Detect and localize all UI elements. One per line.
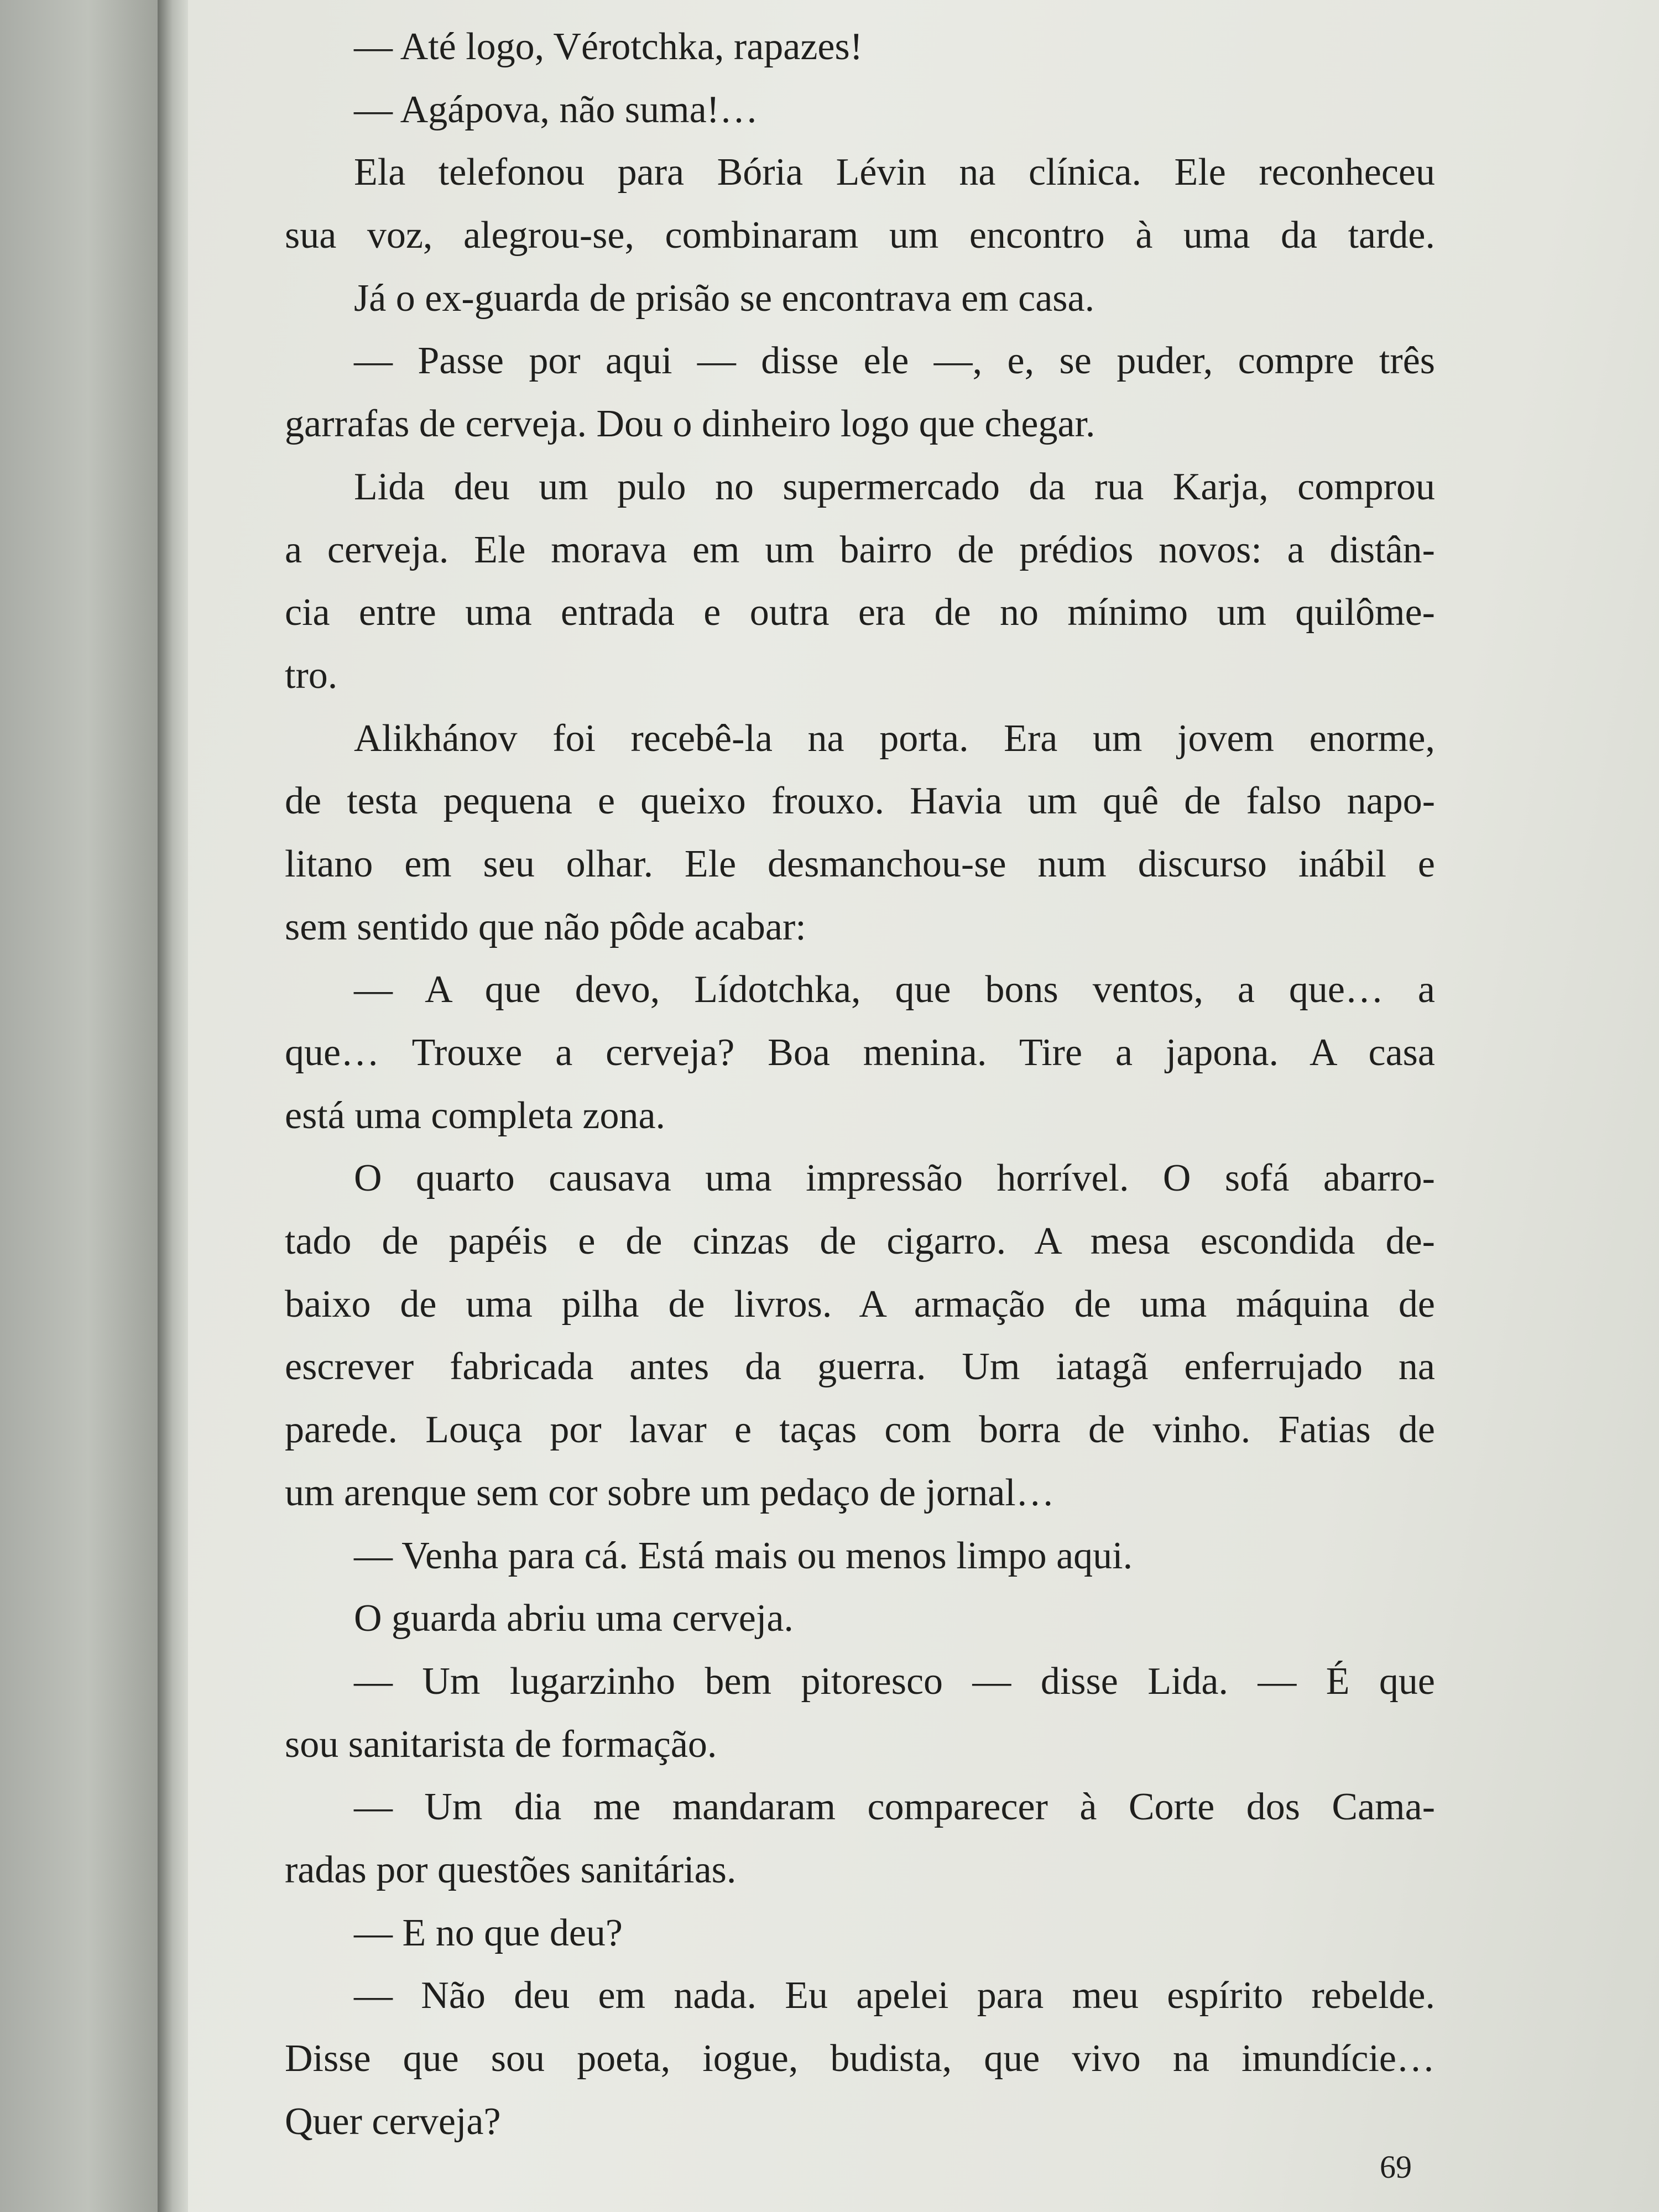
text-line: sua voz, alegrou-se, combinaram um encontro à uma da tarde. bbox=[285, 214, 1435, 257]
text-line: está uma completa zona. bbox=[285, 1094, 666, 1137]
text-line: tado de papéis e de cinzas de cigarro. A mesa escondida de- bbox=[285, 1220, 1435, 1263]
text-line: de testa pequena e queixo frouxo. Havia um quê de falso napo- bbox=[285, 780, 1435, 823]
text-line: um arenque sem cor sobre um pedaço de jornal… bbox=[285, 1471, 1055, 1514]
text-line: a cerveja. Ele morava em um bairro de prédios novos: a distân- bbox=[285, 528, 1435, 571]
text-line: cia entre uma entrada e outra era de no mínimo um quilôme- bbox=[285, 591, 1435, 634]
text-line: — Passe por aqui — disse ele —, e, se puder, compre três bbox=[354, 340, 1435, 383]
text-line: — Um dia me mandaram comparecer à Corte dos Cama- bbox=[354, 1786, 1435, 1829]
text-line: sou sanitarista de formação. bbox=[285, 1723, 717, 1766]
page-number: 69 bbox=[1380, 2149, 1412, 2185]
text-line: escrever fabricada antes da guerra. Um iatagã enferrujado na bbox=[285, 1345, 1435, 1389]
text-line: — Até logo, Vérotchka, rapazes! bbox=[354, 25, 863, 68]
text-line: — Agápova, não suma!… bbox=[354, 88, 758, 131]
text-line: tro. bbox=[285, 654, 338, 697]
text-line: Alikhánov foi recebê-la na porta. Era um jovem enorme, bbox=[354, 717, 1435, 760]
book-gutter bbox=[158, 0, 191, 2212]
text-line: parede. Louça por lavar e taças com borra de vinho. Fatias de bbox=[285, 1408, 1435, 1452]
text-line: sem sentido que não pôde acabar: bbox=[285, 905, 806, 948]
text-line: litano em seu olhar. Ele desmanchou-se num discurso inábil e bbox=[285, 842, 1435, 885]
facing-page-edge bbox=[0, 0, 160, 2212]
text-line: garrafas de cerveja. Dou o dinheiro logo que chegar. bbox=[285, 403, 1095, 446]
text-line: radas por questões sanitárias. bbox=[285, 1848, 737, 1891]
text-line: Já o ex-guarda de prisão se encontrava em casa. bbox=[354, 276, 1095, 320]
text-line: O guarda abriu uma cerveja. bbox=[354, 1597, 794, 1640]
text-line: — Venha para cá. Está mais ou menos limpo aqui. bbox=[354, 1534, 1133, 1577]
text-line: Disse que sou poeta, iogue, budista, que vivo na imundície… bbox=[285, 2037, 1435, 2080]
page-body-text bbox=[285, 15, 1435, 2153]
text-line: — E no que deu? bbox=[354, 1911, 623, 1954]
text-line: — Não deu em nada. Eu apelei para meu espírito rebelde. bbox=[354, 1974, 1435, 2017]
text-line: — A que devo, Lídotchka, que bons ventos, a que… a bbox=[354, 968, 1435, 1011]
text-line: — Um lugarzinho bem pitoresco — disse Lida. — É que bbox=[354, 1660, 1435, 1703]
text-line: que… Trouxe a cerveja? Boa menina. Tire a japona. A casa bbox=[285, 1031, 1435, 1074]
text-line: Ela telefonou para Bória Lévin na clínica. Ele reconheceu bbox=[354, 151, 1435, 194]
text-line: baixo de uma pilha de livros. A armação de uma máquina de bbox=[285, 1282, 1435, 1326]
text-line: Lida deu um pulo no supermercado da rua Karja, comprou bbox=[354, 465, 1435, 508]
text-line: O quarto causava uma impressão horrível. O sofá abarro- bbox=[354, 1157, 1435, 1200]
text-line: Quer cerveja? bbox=[285, 2100, 501, 2143]
